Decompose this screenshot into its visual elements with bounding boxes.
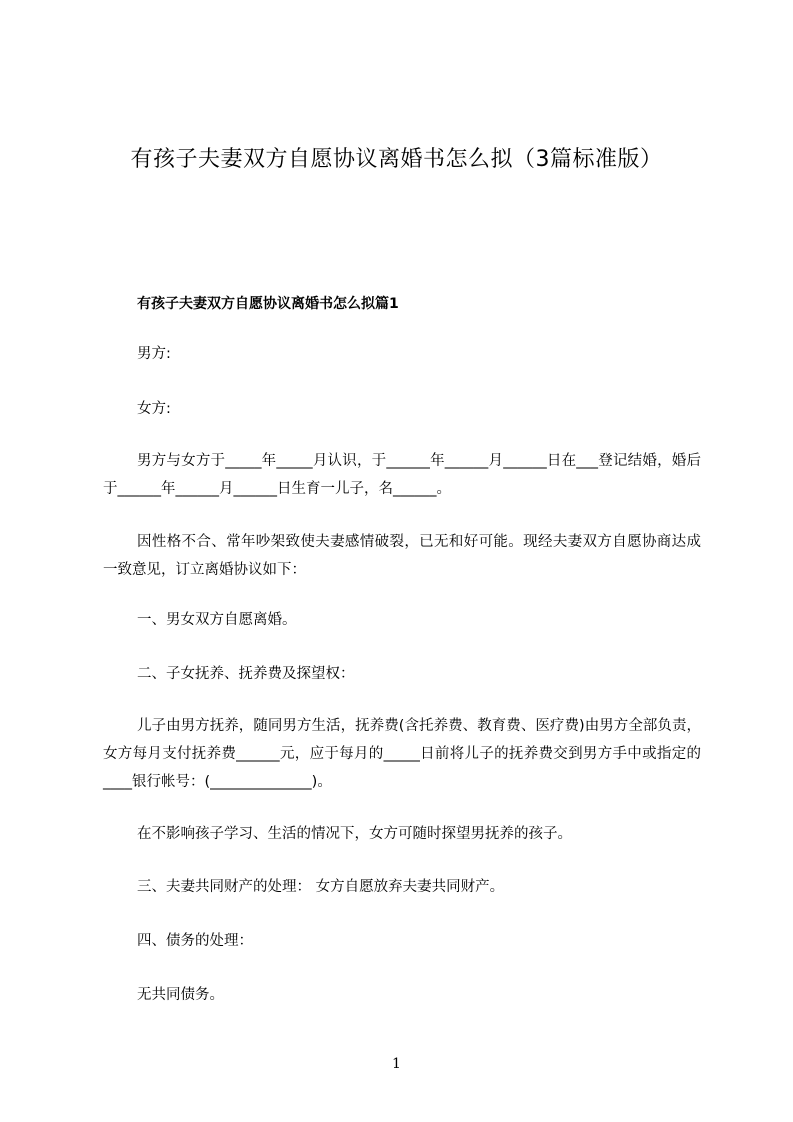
clause-4: 四、债务的处理：: [137, 933, 253, 949]
page-number: 1: [392, 1056, 401, 1072]
no-debt-paragraph: 无共同债务。: [137, 987, 224, 1003]
section-heading: 有孩子夫妻双方自愿协议离婚书怎么拟篇1: [137, 296, 399, 312]
clause-2: 二、子女抚养、抚养费及探望权：: [137, 666, 355, 682]
divorce-reason-paragraph: 因性格不合、常年吵架致使夫妻感情破裂，已无和好可能。现经夫妻双方自愿协商达成一致意见，订立离婚协议如下：: [103, 534, 701, 578]
clause-3: 三、夫妻共同财产的处理： 女方自愿放弃夫妻共同财产。: [137, 879, 505, 895]
visitation-paragraph: 在不影响孩子学习、生活的情况下，女方可随时探望男抚养的孩子。: [137, 826, 572, 842]
male-party-label: 男方:: [137, 346, 171, 362]
document-title: 有孩子夫妻双方自愿协议离婚书怎么拟（3篇标准版）: [130, 147, 663, 172]
custody-paragraph: 儿子由男方抚养，随同男方生活，抚养费(含托养费、教育费、医疗费)由男方全部负责，女方每月支付抚养费______元，应于每月的_____日前将儿子的抚养费交到男方手中或指定的____银行帐号：(______________)。: [103, 718, 701, 790]
marriage-details-paragraph: 男方与女方于_____年_____月认识，于______年______月______日在___登记结婚，婚后于______年______月______日生育一儿子，名______。: [103, 453, 701, 497]
clause-1: 一、男女双方自愿离婚。: [137, 612, 297, 628]
female-party-label: 女方:: [137, 401, 171, 417]
